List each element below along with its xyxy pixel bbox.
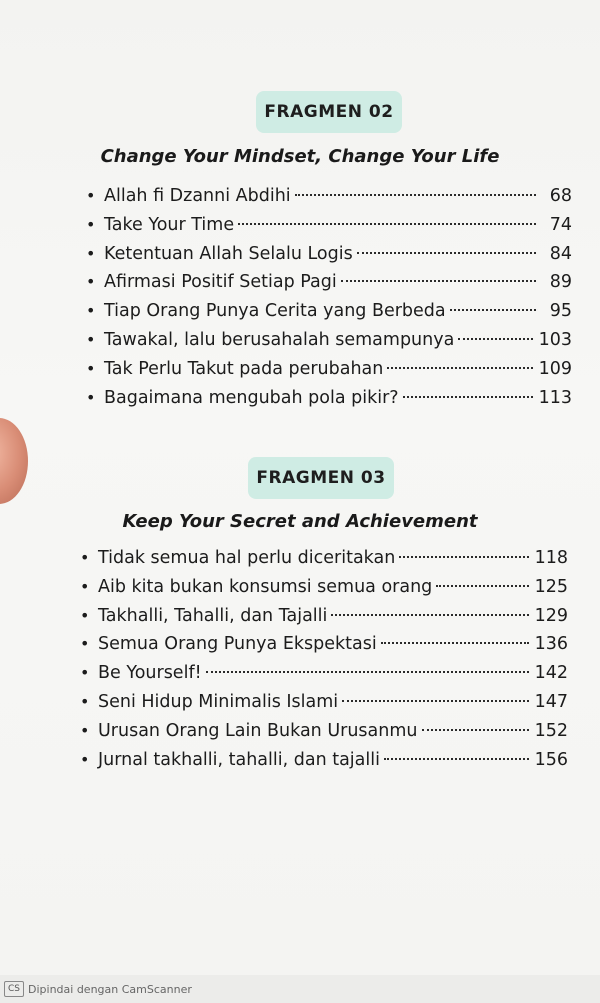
dot-leader: [331, 614, 528, 616]
dot-leader: [357, 252, 536, 254]
toc-entry-title: Tiap Orang Punya Cerita yang Berbeda: [104, 301, 446, 322]
toc-entry-title: Be Yourself!: [98, 663, 202, 684]
toc-entry: [80, 750, 568, 779]
toc-entry-page-number: 136: [534, 634, 568, 655]
toc-entry-page-number: 84: [549, 243, 572, 264]
bullet-icon: •: [80, 749, 90, 769]
toc-entry-title: Take Your Time: [104, 214, 235, 235]
bullet-icon: •: [80, 634, 90, 654]
dot-leader: [341, 280, 536, 282]
toc-entry: [80, 577, 568, 606]
bullet-icon: •: [86, 358, 96, 378]
toc-entry: [86, 359, 572, 388]
bullet-icon: •: [80, 663, 90, 683]
bullet-icon: •: [80, 576, 90, 596]
toc-entry-title: Semua Orang Punya Ekspektasi: [98, 634, 377, 655]
toc-entry-title: Seni Hidup Minimalis Islami: [98, 691, 339, 712]
dot-leader: [387, 367, 532, 369]
toc-entry-title: Ketentuan Allah Selalu Logis: [104, 243, 353, 264]
toc-entry-page-number: 142: [534, 663, 568, 684]
fragment-02-toc-list: [86, 186, 572, 416]
dot-leader: [422, 729, 529, 731]
toc-entry: [86, 244, 572, 273]
bullet-icon: •: [86, 387, 96, 407]
toc-entry-page-number: 118: [534, 548, 568, 568]
toc-entry-title: Tak Perlu Takut pada perubahan: [104, 358, 384, 379]
toc-entry: [80, 634, 568, 663]
toc-entry: [86, 272, 572, 301]
toc-entry-title: Aib kita bukan konsumsi semua orang: [98, 576, 433, 597]
toc-entry: [86, 301, 572, 330]
dot-leader: [458, 338, 532, 340]
toc-entry: [80, 548, 568, 577]
toc-entry-title: Afirmasi Positif Setiap Pagi: [104, 272, 337, 293]
toc-entry-title: Tawakal, lalu berusahalah semampunya: [104, 329, 455, 350]
toc-entry: [80, 663, 568, 692]
bullet-icon: •: [86, 214, 96, 234]
dot-leader: [342, 700, 528, 702]
dot-leader: [295, 194, 536, 196]
toc-entry: [86, 215, 572, 244]
bullet-icon: •: [86, 186, 96, 205]
dot-leader: [206, 671, 529, 673]
dot-leader: [384, 758, 529, 760]
dot-leader: [381, 642, 529, 644]
dot-leader: [238, 223, 536, 225]
toc-entry-page-number: 125: [534, 576, 568, 597]
dot-leader: [403, 396, 533, 398]
toc-entry-title: Allah fi Dzanni Abdihi: [104, 186, 291, 206]
fragment-03-toc-list: [80, 548, 568, 778]
bullet-icon: •: [86, 272, 96, 292]
toc-entry: [80, 721, 568, 750]
fragment-02-badge: FRAGMEN 02: [256, 91, 402, 133]
toc-entry-page-number: 103: [538, 329, 572, 350]
bullet-icon: •: [80, 720, 90, 740]
scanner-watermark-text: Dipindai dengan CamScanner: [28, 982, 192, 996]
fragment-03-title: Keep Your Secret and Achievement: [122, 511, 478, 532]
dot-leader: [450, 309, 536, 311]
toc-entry-page-number: 113: [538, 387, 572, 408]
dot-leader: [436, 585, 528, 587]
toc-entry-title: Takhalli, Tahalli, dan Tajalli: [98, 605, 328, 626]
toc-entry-title: Bagaimana mengubah pola pikir?: [104, 387, 399, 408]
toc-entry-page-number: 68: [549, 186, 572, 206]
bullet-icon: •: [86, 243, 96, 263]
scanner-footer: [0, 975, 600, 1003]
toc-entry-title: Urusan Orang Lain Bukan Urusanmu: [98, 720, 418, 741]
toc-entry-page-number: 147: [534, 691, 568, 712]
toc-entry-page-number: 152: [534, 720, 568, 741]
camscanner-logo-icon: CS: [4, 981, 24, 997]
bullet-icon: •: [86, 329, 96, 349]
fragment-03-badge: FRAGMEN 03: [248, 457, 394, 499]
bullet-icon: •: [80, 605, 90, 625]
toc-entry-page-number: 129: [534, 605, 568, 626]
toc-entry: [86, 388, 572, 417]
toc-entry-page-number: 74: [549, 214, 572, 235]
fragment-02-title: Change Your Mindset, Change Your Life: [100, 146, 500, 167]
toc-entry-page-number: 89: [549, 272, 572, 293]
toc-entry: [86, 186, 572, 215]
bullet-icon: •: [86, 301, 96, 321]
bullet-icon: •: [80, 548, 90, 567]
toc-entry-page-number: 156: [534, 749, 568, 770]
toc-entry: [80, 606, 568, 635]
bullet-icon: •: [80, 691, 90, 711]
toc-entry-page-number: 109: [538, 358, 572, 379]
toc-entry-title: Tidak semua hal perlu diceritakan: [98, 548, 396, 568]
dot-leader: [399, 556, 528, 558]
toc-entry: [86, 330, 572, 359]
toc-entry: [80, 692, 568, 721]
finger-thumb: [0, 418, 28, 504]
toc-entry-title: Jurnal takhalli, tahalli, dan tajalli: [98, 749, 380, 770]
toc-entry-page-number: 95: [549, 301, 572, 322]
